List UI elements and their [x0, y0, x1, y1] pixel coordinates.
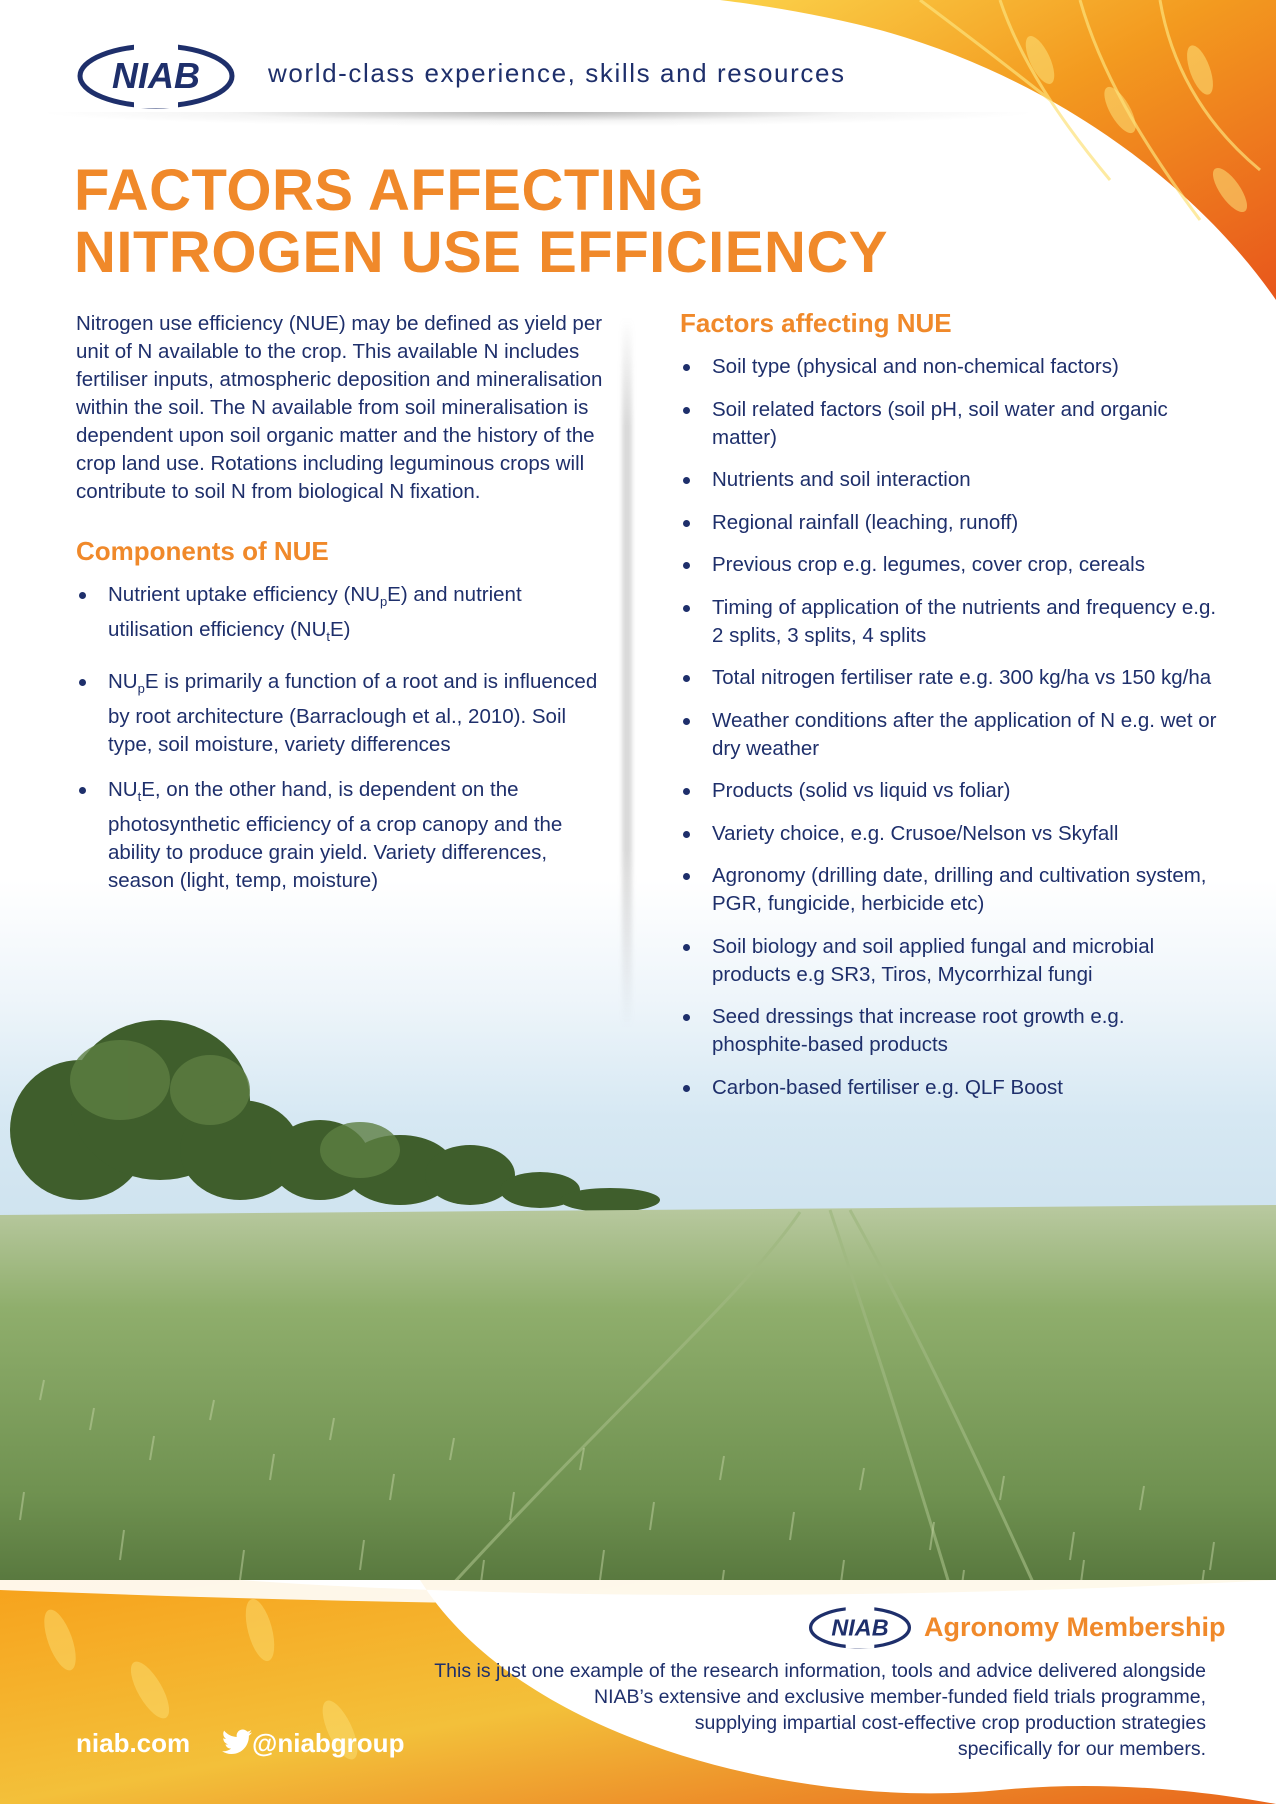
title-line-2: NITROGEN USE EFFICIENCY	[74, 220, 888, 285]
intro-paragraph: Nitrogen use efficiency (NUE) may be defined as yield per unit of N available to the crop. This available N includes fertiliser inputs, atmospheric deposition and mineralisation within the soil. The N available from soil mineralisation is dependent upon soil organic matter and the history of the crop land use. Rotations including leguminous crops will contribute to soil N from biological N fixation.	[76, 312, 603, 503]
factors-item-text: Total nitrogen fertiliser rate e.g. 300 kg/ha vs 150 kg/ha	[712, 666, 1212, 689]
niab-logo-small	[808, 1604, 912, 1650]
factors-item	[680, 1003, 1220, 1059]
factors-item-text: Variety choice, e.g. Crusoe/Nelson vs Skyfall	[712, 821, 1119, 845]
factors-item	[680, 777, 1220, 805]
text-run: E) and nutrient utilisation efficiency (NU	[108, 583, 522, 642]
footer-line-1: This is just one example of the research information, tools and advice delivered alongside	[434, 1660, 1206, 1682]
factors-item-text: Weather conditions after the application of N e.g. wet or dry weather	[712, 708, 1217, 760]
bullet-icon	[683, 873, 690, 880]
text-run: NU	[108, 670, 138, 694]
bullet-icon	[683, 1014, 690, 1021]
logo-text-small: NIAB	[831, 1614, 889, 1641]
factors-heading: Factors affecting NUE	[680, 308, 952, 338]
bullet-icon	[683, 944, 690, 951]
bullet-icon	[683, 718, 690, 725]
page-title	[74, 160, 888, 284]
header-divider	[48, 112, 1028, 126]
bullet-icon	[683, 520, 690, 527]
twitter-bird-icon	[222, 1729, 252, 1755]
factors-item	[680, 933, 1220, 989]
factors-item	[680, 466, 1220, 494]
factors-item	[680, 664, 1220, 692]
footer-line-4: specifically for our members.	[957, 1738, 1206, 1760]
title-line-1: FACTORS AFFECTING	[74, 158, 705, 223]
bullet-icon	[683, 831, 690, 838]
factors-item	[680, 707, 1220, 763]
website-link[interactable]: niab.com	[76, 1728, 191, 1758]
text-run: NU	[108, 778, 138, 802]
components-heading: Components of NUE	[76, 536, 329, 566]
twitter-handle[interactable]: @niabgroup	[252, 1728, 405, 1758]
factors-item-text: Soil type (physical and non-chemical factors)	[712, 355, 1119, 378]
factors-item	[680, 1074, 1220, 1102]
factors-item-text: Soil biology and soil applied fungal and microbial products e.g SR3, Tiros, Mycorrhizal fungi	[712, 934, 1155, 986]
bullet-icon	[683, 605, 690, 612]
right-column	[680, 308, 1220, 1116]
niab-logo	[76, 40, 236, 110]
text-run: E is primarily a function of a root and is influenced by root architecture (Barraclough et al., 2010). Soil type, soil moisture, variety differences	[108, 670, 598, 757]
left-column	[76, 310, 606, 912]
factors-item-text: Carbon-based fertiliser e.g. QLF Boost	[712, 1075, 1063, 1099]
factors-item-text: Nutrients and soil interaction	[712, 468, 971, 491]
factors-item-text: Soil related factors (soil pH, soil water and organic matter)	[712, 397, 1168, 449]
bullet-icon	[683, 364, 690, 371]
bullet-icon	[683, 562, 690, 569]
bullet-icon	[683, 477, 690, 484]
factors-item-text: Seed dressings that increase root growth e.g. phosphite-based products	[712, 1005, 1125, 1056]
subscript: t	[137, 789, 142, 805]
factors-item	[680, 551, 1220, 579]
subscript: p	[379, 594, 388, 610]
text-run: E)	[330, 618, 351, 642]
factors-item	[680, 862, 1220, 918]
factors-item-text: Timing of application of the nutrients and frequency e.g. 2 splits, 3 splits, 4 splits	[712, 595, 1217, 647]
factors-item	[680, 820, 1220, 848]
bullet-icon	[79, 679, 86, 686]
bullet-icon	[683, 675, 690, 682]
footer-description	[306, 1658, 1206, 1762]
factors-item-text: Previous crop e.g. legumes, cover crop, cereals	[712, 553, 1145, 576]
components-item	[76, 581, 606, 651]
factors-item	[680, 509, 1220, 537]
factors-list	[680, 353, 1220, 1102]
factors-item-text: Agronomy (drilling date, drilling and cultivation system, PGR, fungicide, herbicide etc)	[712, 864, 1207, 915]
bullet-icon	[683, 1085, 690, 1092]
bullet-icon	[683, 788, 690, 795]
text-run: E, on the other hand, is dependent on the photosynthetic efficiency of a crop canopy and the ability to produce grain yield. Variety differences, season (light, temp, moisture)	[108, 778, 563, 893]
bullet-icon	[79, 592, 86, 599]
components-list	[76, 581, 606, 895]
components-item	[76, 776, 606, 895]
subscript: p	[137, 681, 145, 697]
factors-item	[680, 594, 1220, 650]
column-divider	[622, 318, 632, 1028]
factors-item	[680, 353, 1220, 381]
footer-line-3: supplying impartial cost-effective crop production strategies	[694, 1712, 1206, 1734]
factors-item-text: Products (solid vs liquid vs foliar)	[712, 779, 1011, 802]
tagline: world-class experience, skills and resources	[268, 58, 846, 88]
membership-title: Agronomy Membership	[924, 1612, 1226, 1642]
factors-item	[680, 396, 1220, 452]
logo-text: NIAB	[112, 55, 200, 96]
subscript: t	[326, 629, 330, 645]
factors-item-text: Regional rainfall (leaching, runoff)	[712, 510, 1019, 534]
bullet-icon	[683, 407, 690, 414]
components-item	[76, 668, 606, 759]
text-run: Nutrient uptake efficiency (NU	[108, 583, 380, 606]
footer-line-2: NIAB’s extensive and exclusive member-funded field trials programme,	[594, 1686, 1206, 1708]
bullet-icon	[79, 787, 86, 794]
